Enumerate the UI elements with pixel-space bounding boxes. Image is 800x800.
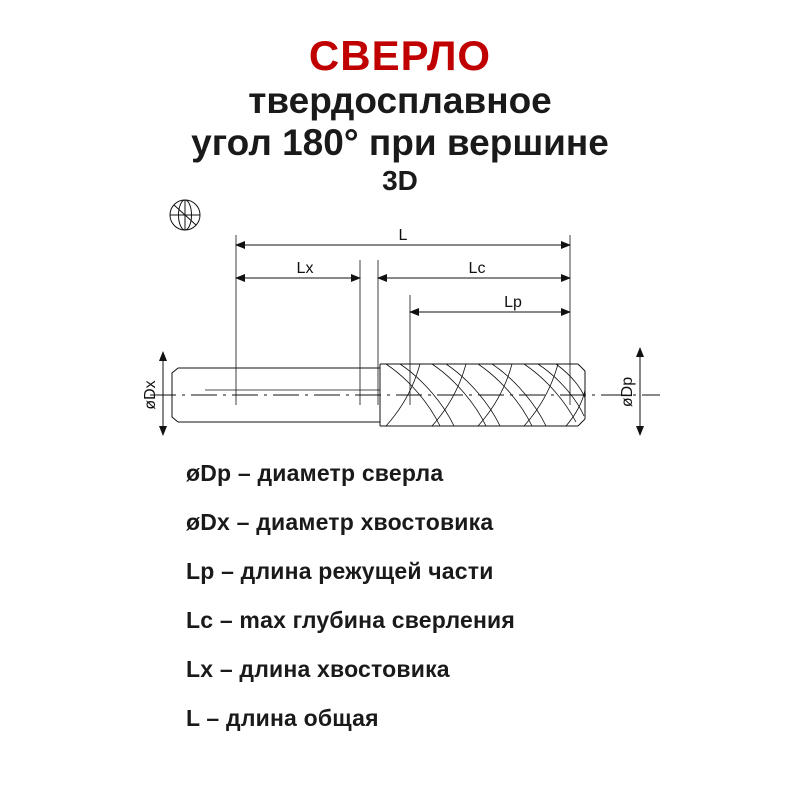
legend-text: – длина режущей части xyxy=(214,558,494,584)
dimension-label-Lc: Lc xyxy=(468,260,486,277)
dimension-label-Lx: Lx xyxy=(296,260,314,277)
page-title: СВЕРЛО xyxy=(308,32,492,79)
title-depth-rating: 3D xyxy=(382,164,418,196)
title-block xyxy=(0,34,800,197)
legend-text: – диаметр сверла xyxy=(231,460,444,486)
legend-symbol: øDx xyxy=(186,509,231,535)
legend-symbol: øDp xyxy=(186,460,232,486)
legend-symbol: L xyxy=(186,705,200,731)
title-subtitle-1: твердосплавное xyxy=(248,80,552,122)
legend-item xyxy=(0,607,800,634)
legend-item xyxy=(0,705,800,732)
legend-symbol: Lc xyxy=(186,607,214,633)
dimension-label-Dx: øDx xyxy=(142,380,159,410)
legend-item xyxy=(0,509,800,536)
legend-text: – max глубина сверления xyxy=(213,607,516,633)
legend-list xyxy=(0,460,800,754)
legend-symbol: Lx xyxy=(186,656,214,682)
legend-item xyxy=(0,656,800,683)
first-angle-projection-icon xyxy=(170,200,200,230)
legend-symbol: Lp xyxy=(186,558,215,584)
legend-text: – диаметр хвостовика xyxy=(230,509,494,535)
dimension-label-L: L xyxy=(398,227,408,244)
dimension-label-Dp: øDp xyxy=(619,376,636,408)
title-subtitle-2: угол 180° при вершине xyxy=(191,121,609,163)
legend-item xyxy=(0,558,800,585)
legend-text: – длина общая xyxy=(199,705,379,731)
legend-item xyxy=(0,460,800,487)
dimension-label-Lp: Lp xyxy=(504,294,522,311)
legend-text: – длина хвостовика xyxy=(213,656,450,682)
technical-drawing xyxy=(0,190,800,460)
